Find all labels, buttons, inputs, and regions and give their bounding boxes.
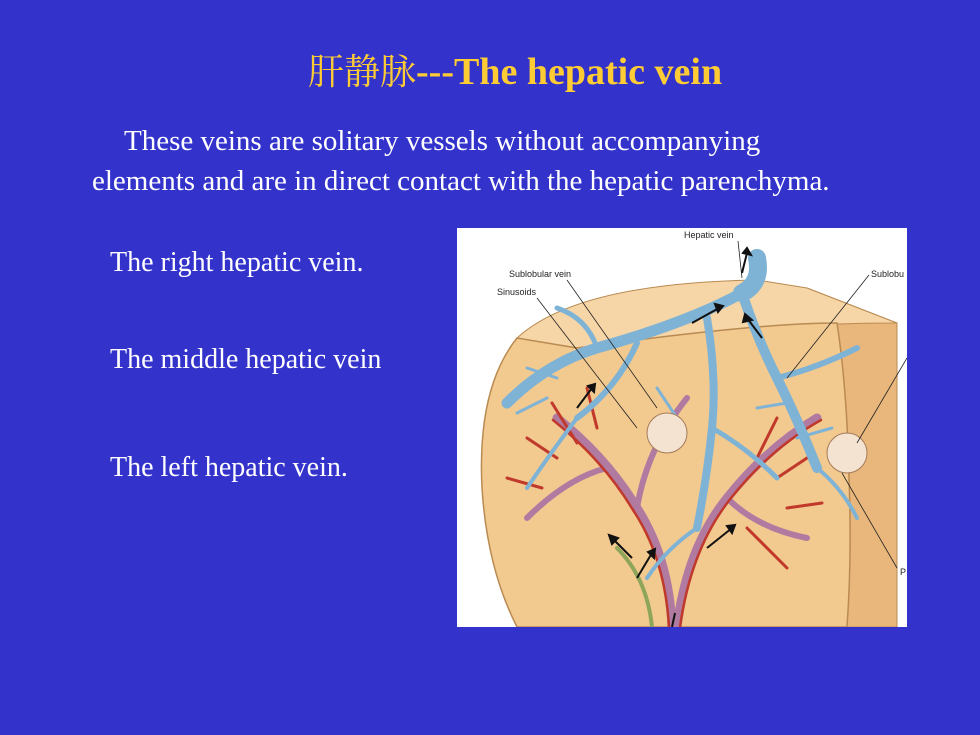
label-edge-letter: P [900, 567, 907, 577]
intro-line-1: These veins are solitary vessels without accompanying [124, 125, 761, 157]
label-sublobular-vein: Sublobular vein [509, 269, 572, 279]
label-hepatic-vein: Hepatic vein [684, 230, 734, 240]
slide-title [308, 44, 722, 95]
item-right-hepatic-vein: The right hepatic vein. [110, 247, 364, 278]
item-left-hepatic-vein: The left hepatic vein. [110, 452, 348, 483]
title-english: ---The hepatic vein [416, 51, 723, 93]
label-sinusoids: Sinusoids [497, 287, 537, 297]
title-chinese: 肝静脉 [308, 52, 417, 93]
intro-line-2: elements and are in direct contact with the hepatic parenchyma. [92, 165, 830, 197]
label-sublobular-cut: Sublobu [871, 269, 905, 279]
liver-illustration [457, 228, 907, 627]
liver-illustration-svg [457, 228, 907, 627]
item-middle-hepatic-vein: The middle hepatic vein [110, 344, 382, 375]
